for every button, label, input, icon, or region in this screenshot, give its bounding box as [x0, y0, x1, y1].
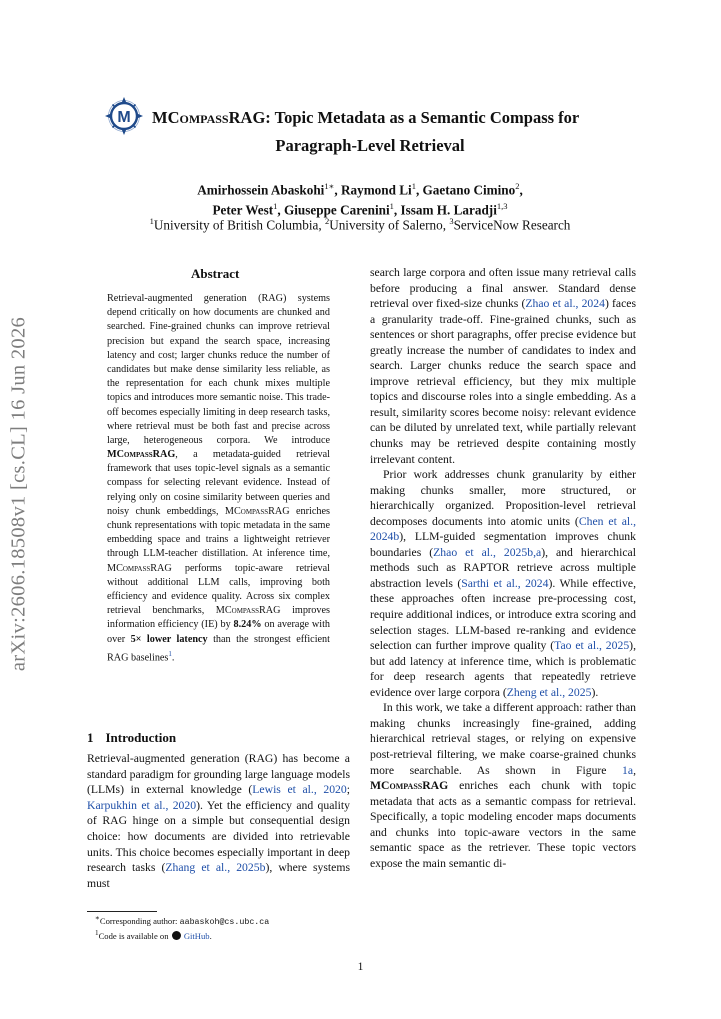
footnote-rule [87, 911, 157, 912]
github-link[interactable]: GitHub [183, 930, 210, 941]
title-line-1: MCompassRAG: Topic Metadata as a Semantic Compass for [152, 108, 580, 127]
citation-link[interactable]: Zhang et al., 2025b [165, 861, 266, 875]
figure-ref-link[interactable]: 1a [622, 763, 634, 777]
citation-link[interactable]: Zhao et al., 2025b,a [433, 545, 542, 559]
github-icon [172, 931, 181, 940]
paragraph: Prior work addresses chunk granularity by either making chunks smaller, more structured, or hierarchically organized. Proposition-level retrieval decomposes documents into atomic units (Chen et al., 2024b), LLM-guided segmentation improves chunk boundaries (Zhao et al., 2025b,a), and hierarchical methods such as RAPTOR retrieve across multiple abstraction levels (Sarthi et al., 2024). While effective, these approaches often increase pre-processing cost, require additional indices, or introduce extra scoring and selection stages. LLM-based re-ranking and evidence selection can further improve quality (Tao et al., 2025), but add latency at inference time, which is problematic for deep research agents that repeatedly retrieve evidence over large corpora (Zheng et al., 2025). [370, 468, 636, 699]
footnote-ref-1[interactable]: 1 [168, 649, 172, 658]
abstract-body: Retrieval-augmented generation (RAG) systems depend critically on how documents are chunked and searched. Fine-grained chunks can improve retrieval precision but expand the search space, increasing latency and cost; larger chunks reduce the number of candidates but make dense similarity less reliable, as the representation for each chunk mixes multiple topics and introduces more semantic noise. This trade-off becomes especially limiting in deep research tasks, where retrieval must be both fast and precise across large, heterogeneous corpora. We introduce MCompassRAG, a metadata-guided retrieval framework that uses topic-level signals as a semantic compass for selecting relevant evidence. Instead of relying only on cosine similarity between queries and noisy chunk embeddings, MCompassRAG enriches chunk representations with topic metadata in the same embedding space and trains a lightweight retriever through LLM-teacher distillation. At inference time, MCompassRAG performs topic-aware retrieval without additional LLM calls, improving both efficiency and evidence quality. Across six complex retrieval benchmarks, MCompassRAG improves information efficiency (IE) by 8.24% on average with over 5× lower latency than the strongest efficient RAG baselines$^1$. [107, 293, 330, 664]
citation-link[interactable]: Zheng et al., 2025 [506, 685, 592, 699]
citation-link[interactable]: Tao et al., 2025 [554, 639, 630, 653]
logo-letter: M [117, 109, 131, 126]
footnote-code: $^1$Code is available on GitHub. [95, 928, 212, 941]
citation-link[interactable]: Chen et al., 2024b [370, 514, 636, 544]
page-number: 1 [357, 961, 364, 973]
footnote-corresponding: ∗Corresponding author: aabaskoh@cs.ubc.ca [95, 914, 270, 927]
author-list: Amirhossein Abaskohi$^{1∗}$, Raymond Li$^1$, Gaetano Cimino$^2$, Peter West$^1$, Giuseppe Carenini$^1$, Issam H. Laradji$^{1,3}$ [197, 181, 523, 218]
footnotes [95, 913, 355, 942]
citation-link[interactable]: Zhao et al., 2024 [525, 297, 605, 311]
citation-link[interactable]: Karpukhin et al., 2020 [87, 798, 197, 812]
title-line-2: Paragraph-Level Retrieval [275, 136, 465, 155]
compass-logo-icon [104, 96, 144, 136]
introduction-left-column: Retrieval-augmented generation (RAG) has become a standard paradigm for grounding large language models (LLMs) in external knowledge (Lewis et al., 2020; Karpukhin et al., 2020). Yet the efficiency and quality of RAG hinge on a simple but consequential design choice: how documents are divided into retrievable units. This choice becomes especially important in deep research tasks (Zhang et al., 2025b), where systems must [87, 752, 350, 890]
citation-link[interactable]: Sarthi et al., 2024 [461, 576, 549, 590]
arxiv-stamp: arXiv:2606.18508v1 [cs.CL] 16 Jun 2026 [7, 316, 30, 672]
paragraph: In this work, we take a different approach: rather than making chunks increasingly fine-grained, adding hierarchical retrieval stages, or relying on expensive post-retrieval filtering, we make coarse-grained chunks more searchable. As shown in Figure 1a, MCompassRAG enriches each chunk with topic metadata that acts as a semantic compass for retrieval. Specifically, a topic modeling encoder maps documents and chunks into topic-aware vectors in the same semantic space as the retriever. These topic vectors expose the main semantic di- [370, 701, 636, 870]
affiliations: $^1$University of British Columbia, $^2$University of Salerno, $^3$ServiceNow Research [149, 216, 571, 233]
citation-link[interactable]: Lewis et al., 2020 [252, 783, 347, 797]
abstract-heading: Abstract [191, 266, 240, 281]
introduction-right-column [370, 265, 636, 871]
section-heading-introduction: 1 Introduction [87, 730, 177, 745]
email-address: aabaskoh@cs.ubc.ca [179, 917, 270, 927]
paragraph: search large corpora and often issue many retrieval calls before producing a final answer. Standard dense retrieval over fixed-size chunks (Zhao et al., 2024) faces a granularity trade-off. Fine-grained chunks, such as sentences or short paragraphs, offer precise evidence but greatly increase the number of candidates to index and search. Larger chunks reduce the search space and improve retrieval efficiency, but they mix multiple topics and discourse roles into a single embedding. As a result, similarity scores become noisy: relevant evidence can be diluted by unrelated text, while partially relevant chunks may be retrieved despite containing mostly irrelevant content. [370, 266, 636, 466]
